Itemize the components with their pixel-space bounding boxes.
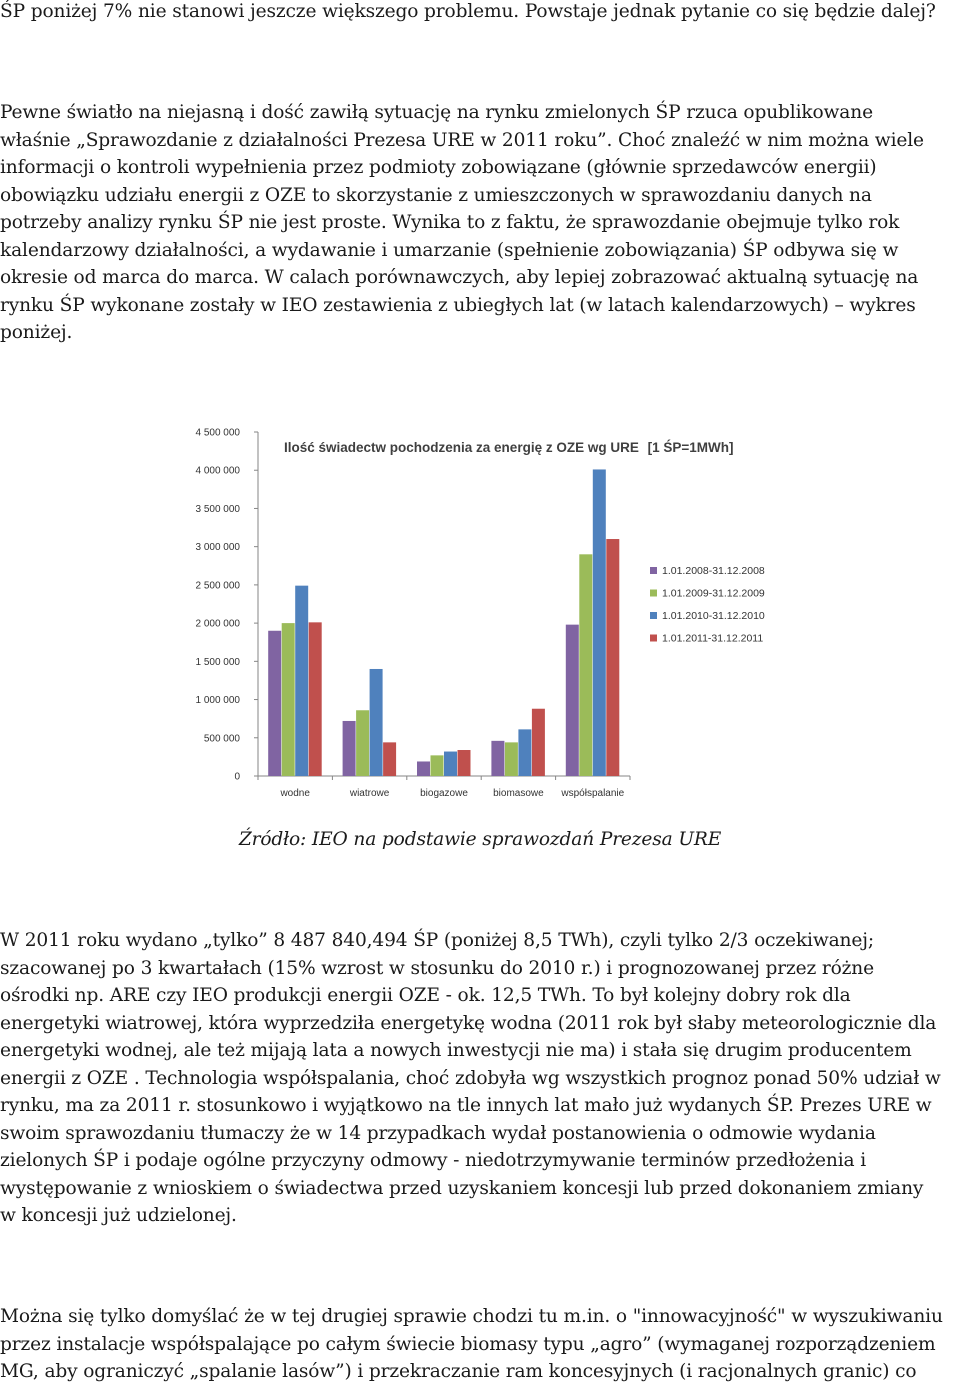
bar-3-2 [518, 729, 531, 776]
bar-4-2 [593, 469, 606, 776]
x-category-label: wiatrowe [349, 788, 390, 799]
legend-swatch [650, 567, 657, 574]
legend-swatch [650, 612, 657, 619]
text-line: potrzeby analizy rynku ŚP nie jest proste. Wynika to z faktu, że sprawozdanie obejmuje tylko rok [0, 212, 900, 233]
y-tick-label: 4 500 000 [195, 427, 240, 439]
text-line: okresie od marca do marca. W calach porównawczych, aby lepiej zobrazować aktualną sytuację na [0, 267, 919, 288]
text-line: w koncesji już udzielonej. [0, 1205, 237, 1226]
x-category-label: wodne [280, 788, 310, 799]
bar-1-0 [343, 721, 356, 776]
text-line: energetyki wiatrowej, która wyprzedziła energetykę wodna (2011 rok był słaby meteorologicznie dla [0, 1012, 937, 1034]
text-line: obowiązku udziału energii z OZE to skorzystanie z umieszczonych w sprawozdaniu danych na [0, 184, 872, 206]
text-line: energetyki wodnej, ale też mijają lata a nowych inwestycji nie ma) i stała się drugim producentem [0, 1040, 912, 1061]
text-line: W 2011 roku wydano „tylko” 8 487 840,494 ŚP (poniżej 8,5 TWh), czyli tylko 2/3 oczekiwanej; [0, 930, 874, 951]
y-tick-label: 500 000 [203, 733, 240, 745]
text-line: kalendarzowy działalności, a wydawanie i umarzanie (spełnienie zobowiązania) ŚP odbywa się w [0, 239, 899, 261]
y-tick-label: 1 500 000 [195, 656, 240, 668]
bar-2-2 [444, 752, 457, 776]
bar-3-1 [505, 742, 518, 776]
legend-swatch [650, 635, 657, 642]
paragraph-2011-summary [0, 927, 960, 1230]
intro-paragraph [0, 0, 960, 26]
y-tick-label: 3 500 000 [195, 503, 240, 515]
bar-0-0 [268, 631, 281, 776]
text-line: Pewne światło na niejasną i dość zawiłą sytuację na rynku zmielonych ŚP rzuca opublikowane [0, 102, 873, 123]
legend-swatch [650, 590, 657, 597]
text-line: poniżej. [0, 322, 73, 343]
text-line: ośrodki np. ARE czy IEO produkcji energii OZE - ok. 12,5 TWh. To był kolejny dobry rok dla [0, 985, 851, 1006]
y-tick-label: 2 500 000 [195, 580, 240, 592]
text-line: Można się tylko domyślać że w tej drugiej sprawie chodzi tu m.in. o "innowacyjność" w wyszukiwaniu [0, 1306, 943, 1327]
bar-4-3 [606, 539, 619, 776]
text-line: właśnie „Sprawozdanie z działalności Prezesa URE w 2011 roku”. Choć znaleźć w nim można wiele [0, 129, 924, 151]
bar-2-0 [417, 761, 430, 776]
chart-axis [196, 428, 631, 800]
y-tick-label: 4 000 000 [195, 465, 240, 477]
legend-label: 1.01.2008-31.12.2008 [662, 565, 765, 577]
chart-title-main: Ilość świadectw pochodzenia za energię z OZE wg URE [284, 440, 639, 455]
figure-caption: Źródło: IEO na podstawie sprawozdań Prezesa URE [238, 829, 722, 850]
text-line: szacowanej po 3 kwartałach (15% wzrost w stosunku do 2010 r.) i prognozowanej przez różne [0, 957, 874, 979]
y-tick-label: 2 000 000 [195, 618, 240, 630]
text-line: rynku ŚP wykonane zostały w IEO zestawienia z ubiegłych lat (w latach kalendarzowych) – wykres [0, 294, 916, 316]
bar-3-0 [491, 741, 504, 776]
bar-2-3 [458, 750, 471, 776]
chart-legend [650, 565, 765, 645]
text-line: MG, aby ograniczyć „spalanie lasów”) i przekraczanie ram koncesyjnych (i racjonalnych granic) co [0, 1361, 917, 1382]
x-category-label: współspalanie [561, 788, 625, 799]
text-line: swoim sprawozdaniu tłumaczy że w 14 przypadkach wydał postanowienia o odmowie wydania [0, 1122, 876, 1144]
bar-0-3 [309, 622, 322, 776]
paragraph-innovation [0, 1303, 960, 1386]
y-tick-label: 3 000 000 [195, 542, 240, 554]
bar-2-1 [431, 755, 444, 776]
bar-3-3 [532, 709, 545, 776]
text-line: ŚP poniżej 7% nie stanowi jeszcze większego problemu. Powstaje jednak pytanie co się będzie dalej? [0, 1, 936, 22]
bar-1-3 [383, 742, 396, 776]
chart-bars [268, 469, 619, 776]
legend-label: 1.01.2009-31.12.2009 [662, 587, 765, 600]
chart-title-unit: [1 ŚP=1MWh] [647, 440, 734, 455]
bar-1-1 [356, 710, 369, 776]
text-line: przez instalacje współspalające po całym świecie biomasy typu „agro” (wymaganej rozporządzeniem [0, 1333, 936, 1355]
bar-1-2 [370, 669, 383, 776]
chart-canvas [180, 412, 780, 804]
y-tick-label: 1 000 000 [195, 695, 240, 707]
bar-0-1 [282, 623, 295, 776]
bar-chart-certificates [180, 412, 780, 804]
text-line: rynku, ma za 2011 r. stosunkowo i wyjątkowo na tle innych lat mało już wydanych ŚP. Prezes URE w [0, 1095, 932, 1116]
text-line: zielonych ŚP i podaje ogólne przyczyny odmowy - niedotrzymywanie terminów przedłożenia i [0, 1150, 866, 1171]
y-tick-label: 0 [234, 771, 240, 783]
legend-label: 1.01.2011-31.12.2011 [662, 632, 764, 645]
x-category-label: biogazowe [420, 788, 468, 799]
text-line: informacji o kontroli wypełnienia przez podmioty zobowiązane (głównie sprzedawców energii) [0, 157, 877, 178]
bar-4-1 [579, 554, 592, 776]
legend-label: 1.01.2010-31.12.2010 [662, 610, 765, 622]
x-category-label: biomasowe [493, 788, 544, 799]
bar-4-0 [566, 625, 579, 776]
chart-title [284, 440, 734, 455]
bar-0-2 [295, 586, 308, 776]
text-line: występowanie z wnioskiem o świadectwa przed uzyskaniem koncesji lub przed dokonaniem zmiany [0, 1177, 924, 1199]
text-line: energii z OZE . Technologia współspalania, choć zdobyła wg wszystkich prognoz ponad 50% udział w [0, 1067, 941, 1089]
paragraph-ure-report [0, 99, 960, 347]
